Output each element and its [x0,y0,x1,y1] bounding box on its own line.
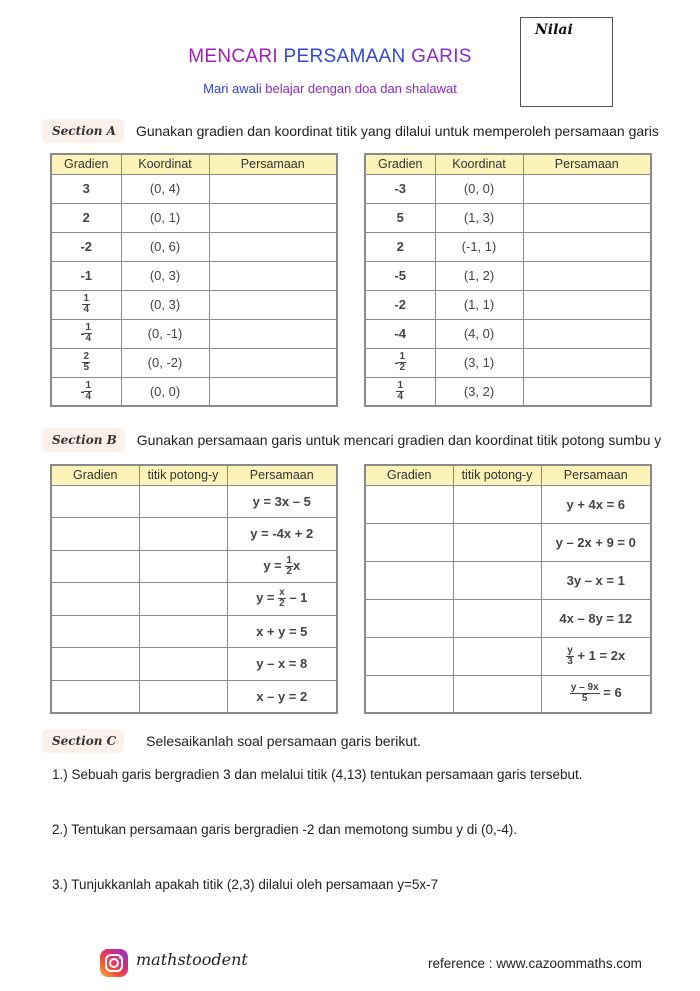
koordinat-cell: (4, 0) [435,319,523,348]
koordinat-cell: (1, 1) [435,290,523,319]
gradien-fraction [396,381,404,402]
table-row [51,680,337,713]
instagram-handle: mathstoodent [136,950,248,969]
gradien-answer-cell[interactable] [51,648,139,681]
persamaan-cell: 3y – x = 1 [541,561,651,599]
equation-suffix: x [292,557,301,573]
fraction-denominator: 4 [83,304,90,315]
fraction-sign: - [80,384,85,399]
fraction-denominator: 4 [85,333,92,344]
gradien-answer-cell[interactable] [365,637,453,675]
title-part-2: PERSAMAAN [283,46,412,67]
gradien-cell [365,348,435,377]
titik-potong-answer-cell[interactable] [139,518,227,551]
fraction-denominator: 4 [397,390,404,402]
reference-text: reference : www.cazoommaths.com [428,956,642,971]
table-row [365,599,651,637]
header-persamaan: Persamaan [541,465,651,485]
table-row [51,518,337,551]
equation-prefix: y = [263,557,286,573]
header-titik-potong-y: titik potong-y [453,465,541,485]
koordinat-cell: (0, 6) [121,232,209,261]
fraction-numerator: x [279,587,285,599]
table-row [51,290,337,319]
table-row [51,550,337,583]
gradien-answer-cell[interactable] [365,561,453,599]
table-row [51,615,337,648]
fraction-denominator: 4 [85,390,92,402]
equation-suffix: = 6 [599,685,622,701]
question-3: 3.) Tunjukkanlah apakah titik (2,3) dilalui oleh persamaan y=5x-7 [52,877,439,892]
gradien-cell [51,348,121,377]
persamaan-answer-cell[interactable] [523,174,651,203]
fraction-denominator: 5 [83,362,90,373]
gradien-cell: -2 [365,290,435,319]
persamaan-answer-cell[interactable] [523,261,651,290]
fraction-denominator: 2 [279,598,285,610]
gradien-cell [51,319,121,348]
koordinat-cell: (0, 3) [121,290,209,319]
titik-potong-answer-cell[interactable] [453,599,541,637]
header-gradien: Gradien [51,154,121,174]
gradien-cell [51,377,121,406]
page-title [0,46,660,68]
table-row [51,261,337,290]
fraction-numerator: 1 [397,379,404,391]
equation-fraction [285,556,293,577]
gradien-cell: -5 [365,261,435,290]
table-row [365,675,651,713]
titik-potong-answer-cell[interactable] [453,485,541,523]
koordinat-cell: (1, 2) [435,261,523,290]
fraction-numerator: y – 9x [570,682,599,694]
persamaan-answer-cell[interactable] [209,232,337,261]
fraction-sign: - [394,355,399,370]
gradien-cell: 2 [365,232,435,261]
table-row [365,637,651,675]
section-b-table-right [364,464,652,714]
persamaan-cell: x – y = 2 [227,680,337,713]
table-row [365,348,651,377]
fraction-numerator: 1 [286,554,292,566]
gradien-fraction [82,294,90,315]
titik-potong-answer-cell[interactable] [139,615,227,648]
gradien-answer-cell[interactable] [365,523,453,561]
score-label: Nilai [535,22,573,38]
persamaan-cell: y – 2x + 9 = 0 [541,523,651,561]
header-koordinat: Koordinat [121,154,209,174]
gradien-fraction [84,323,92,344]
title-part-1: MENCARI [188,46,284,67]
koordinat-cell: (3, 2) [435,377,523,406]
section-b-instruction: Gunakan persamaan garis untuk mencari gradien dan koordinat titik potong sumbu y [136,432,662,448]
persamaan-cell [541,675,651,713]
table-row [365,561,651,599]
header-gradien: Gradien [365,465,453,485]
persamaan-answer-cell[interactable] [523,232,651,261]
gradien-cell: 2 [51,203,121,232]
persamaan-answer-cell[interactable] [209,174,337,203]
koordinat-cell: (1, 3) [435,203,523,232]
fraction-numerator: 1 [85,379,92,391]
gradien-fraction [84,381,92,402]
table-row [365,203,651,232]
persamaan-answer-cell[interactable] [209,348,337,377]
fraction-sign: - [80,326,85,341]
persamaan-answer-cell[interactable] [523,377,651,406]
fraction-denominator: 5 [581,693,588,705]
fraction-numerator: 2 [83,351,90,362]
persamaan-answer-cell[interactable] [209,290,337,319]
equation-fraction [566,646,574,667]
titik-potong-answer-cell[interactable] [139,648,227,681]
persamaan-answer-cell[interactable] [523,319,651,348]
section-a-instruction: Gunakan gradien dan koordinat titik yang dilalui untuk memperoleh persamaan garis [135,123,659,139]
equation-fraction [278,588,286,609]
gradien-answer-cell[interactable] [51,518,139,551]
fraction-denominator: 2 [286,565,292,577]
table-row [365,232,651,261]
gradien-cell [365,377,435,406]
fraction-numerator: 1 [85,322,92,333]
fraction-numerator: y [567,644,573,656]
table-row [365,174,651,203]
fraction-numerator: 1 [399,351,406,362]
gradien-fraction [398,352,406,373]
koordinat-cell: (0, -1) [121,319,209,348]
koordinat-cell: (0, 0) [121,377,209,406]
fraction-numerator: 1 [83,293,90,304]
persamaan-cell [541,637,651,675]
persamaan-cell: x + y = 5 [227,615,337,648]
titik-potong-answer-cell[interactable] [453,637,541,675]
header-persamaan: Persamaan [209,154,337,174]
section-c-badge: Section C [42,729,124,753]
header-koordinat: Koordinat [435,154,523,174]
table-row [51,648,337,681]
persamaan-answer-cell[interactable] [209,377,337,406]
gradien-answer-cell[interactable] [365,675,453,713]
page-subtitle [0,81,660,96]
gradien-cell: -3 [365,174,435,203]
section-b-badge: Section B [42,428,125,452]
gradien-cell: -4 [365,319,435,348]
table-row [365,485,651,523]
persamaan-answer-cell[interactable] [209,319,337,348]
section-b-header [42,426,661,454]
table-row [51,348,337,377]
question-2: 2.) Tentukan persamaan garis bergradien -2 dan memotong sumbu y di (0,-4). [52,822,517,837]
fraction-denominator: 2 [399,362,406,373]
table-row [365,290,651,319]
koordinat-cell: (3, 1) [435,348,523,377]
title-part-3: GARIS [411,46,472,67]
section-a-table-right [364,153,652,407]
persamaan-answer-cell[interactable] [523,290,651,319]
koordinat-cell: (0, 4) [121,174,209,203]
header-titik-potong-y: titik potong-y [139,465,227,485]
fraction-denominator: 3 [567,655,573,667]
table-row [51,377,337,406]
persamaan-cell: 4x – 8y = 12 [541,599,651,637]
koordinat-cell: (0, -2) [121,348,209,377]
table-row [51,583,337,616]
gradien-answer-cell[interactable] [51,680,139,713]
persamaan-cell: y – x = 8 [227,648,337,681]
titik-potong-answer-cell[interactable] [453,561,541,599]
section-a-table-left [50,153,338,407]
table-row [365,319,651,348]
equation-suffix: – 1 [285,590,308,606]
gradien-answer-cell[interactable] [51,583,139,616]
header-persamaan: Persamaan [227,465,337,485]
gradien-fraction [82,352,90,373]
section-b-table-left [50,464,338,714]
gradien-answer-cell[interactable] [365,599,453,637]
table-row [51,485,337,518]
section-c-instruction: Selesaikanlah soal persamaan garis berikut. [146,733,421,749]
section-a-header [42,117,659,145]
header-gradien: Gradien [365,154,435,174]
gradien-cell [51,290,121,319]
section-a-badge: Section A [42,119,124,143]
subtitle-part-1: Mari awali [203,81,266,96]
gradien-cell: 5 [365,203,435,232]
persamaan-answer-cell[interactable] [523,203,651,232]
question-1: 1.) Sebuah garis bergradien 3 dan melalui titik (4,13) tentukan persamaan garis tersebut. [52,767,583,782]
titik-potong-answer-cell[interactable] [139,485,227,518]
titik-potong-answer-cell[interactable] [139,680,227,713]
table-row [51,203,337,232]
persamaan-cell: y + 4x = 6 [541,485,651,523]
persamaan-answer-cell[interactable] [523,348,651,377]
titik-potong-answer-cell[interactable] [453,675,541,713]
equation-suffix: + 1 = 2x [573,647,626,663]
header-persamaan: Persamaan [523,154,651,174]
persamaan-cell: y = -4x + 2 [227,518,337,551]
titik-potong-answer-cell[interactable] [139,550,227,583]
titik-potong-answer-cell[interactable] [453,523,541,561]
header-gradien: Gradien [51,465,139,485]
koordinat-cell: (-1, 1) [435,232,523,261]
subtitle-part-2: belajar dengan doa dan shalawat [265,81,457,96]
persamaan-cell [227,583,337,616]
equation-fraction [570,683,600,704]
gradien-cell: -1 [51,261,121,290]
table-row [51,319,337,348]
instagram-icon [100,949,128,977]
table-row [365,523,651,561]
table-row [51,174,337,203]
table-row [365,377,651,406]
gradien-answer-cell[interactable] [51,615,139,648]
gradien-answer-cell[interactable] [51,550,139,583]
gradien-answer-cell[interactable] [51,485,139,518]
equation-prefix: y = [256,590,279,606]
persamaan-cell [227,550,337,583]
gradien-cell: 3 [51,174,121,203]
table-row [365,261,651,290]
table-row [51,232,337,261]
koordinat-cell: (0, 3) [121,261,209,290]
gradien-answer-cell[interactable] [365,485,453,523]
persamaan-cell: y = 3x – 5 [227,485,337,518]
gradien-cell: -2 [51,232,121,261]
persamaan-answer-cell[interactable] [209,203,337,232]
persamaan-answer-cell[interactable] [209,261,337,290]
koordinat-cell: (0, 0) [435,174,523,203]
koordinat-cell: (0, 1) [121,203,209,232]
titik-potong-answer-cell[interactable] [139,583,227,616]
section-c-header [42,727,421,755]
